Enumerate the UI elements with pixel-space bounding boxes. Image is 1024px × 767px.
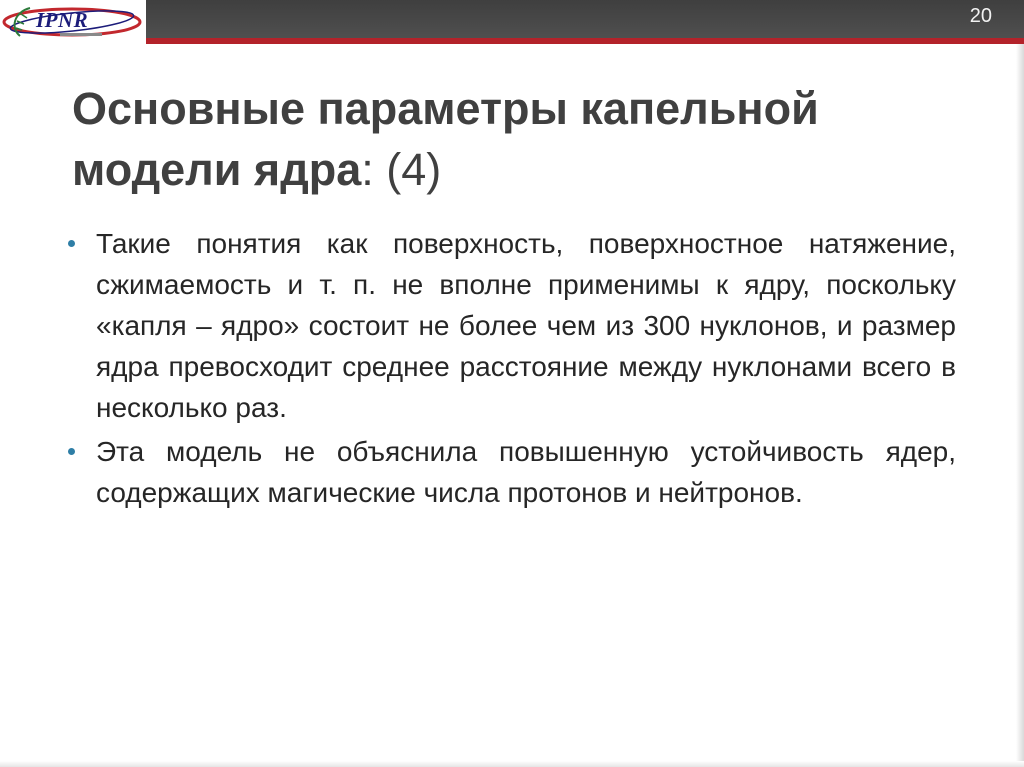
slide-title xyxy=(72,78,952,200)
bullet-dot-icon xyxy=(68,240,75,247)
bullet-item xyxy=(66,223,956,428)
bullet-list xyxy=(66,223,956,516)
page-edge-shadow xyxy=(1016,44,1024,767)
bullet-text: Эта модель не объяснила повышенную устойчивость ядер, содержащих магические числа протонов и нейтронов. xyxy=(96,436,956,508)
header-stripe xyxy=(146,38,1024,44)
bullet-text: Такие понятия как поверхность, поверхностное натяжение, сжимаемость и т. п. не вполне применимы к ядру, поскольку «капля – ядро» состоит не более чем из 300 нуклонов, и размер ядра превосходит среднее расстояние между нуклонами всего в несколько раз. xyxy=(96,228,956,423)
logo-text: IPNR xyxy=(36,8,89,32)
page-number: 20 xyxy=(969,5,992,27)
bullet-dot-icon xyxy=(68,448,75,455)
bullet-item xyxy=(66,431,956,513)
ipnr-logo xyxy=(0,0,146,46)
slide-title-suffix: : (4) xyxy=(361,144,442,195)
page-bottom-shadow xyxy=(0,761,1024,767)
slide-title-main: Основные параметры капельной модели ядра xyxy=(72,83,819,195)
header-bar xyxy=(146,0,1024,38)
